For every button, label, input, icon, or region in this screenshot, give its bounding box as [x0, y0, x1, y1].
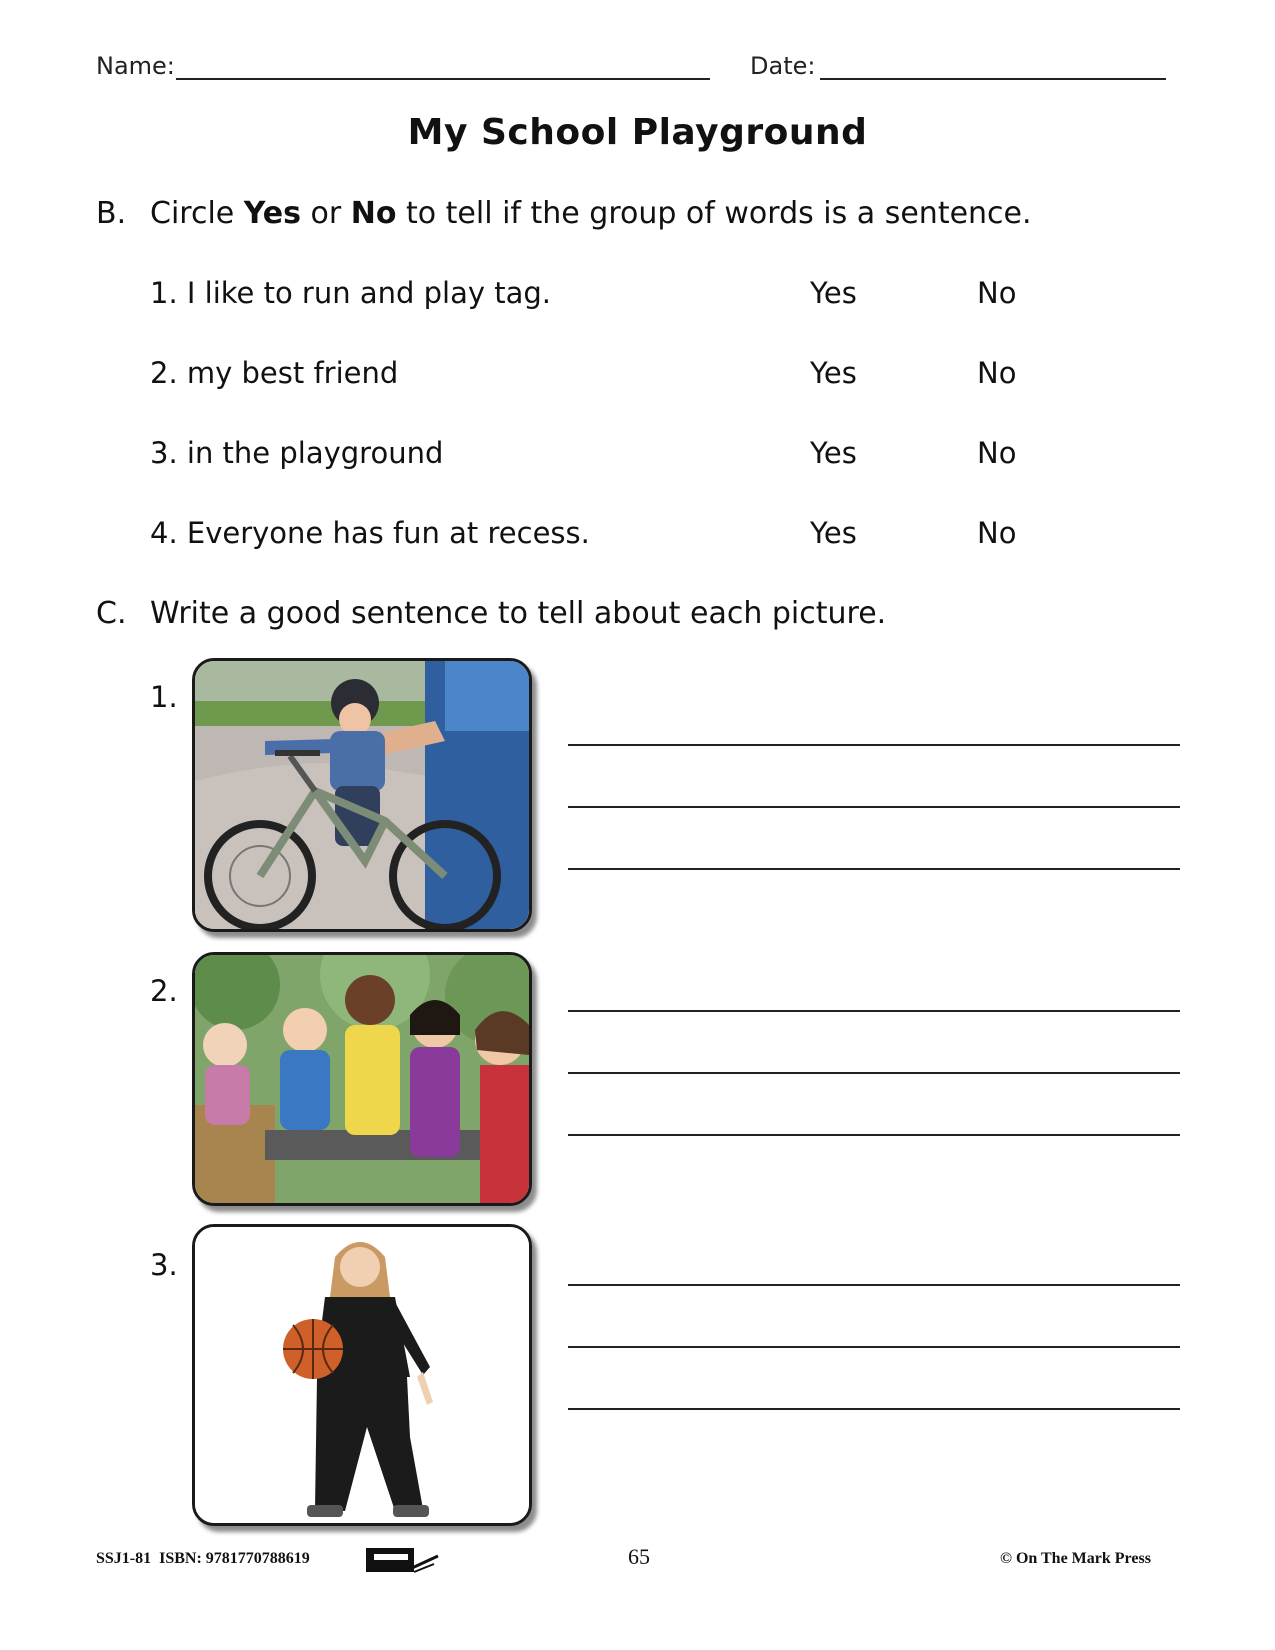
picture-1-writing-line-3[interactable]: [568, 868, 1180, 870]
picture-3-writing-line-2[interactable]: [568, 1346, 1180, 1348]
boy-riding-bike-photo: [192, 658, 532, 932]
instruction-no: No: [350, 196, 397, 231]
children-at-playground-photo: [192, 952, 532, 1206]
publisher-logo-icon: [364, 1542, 440, 1574]
item-4-no-option[interactable]: No: [977, 516, 1017, 550]
item-4-yes-option[interactable]: Yes: [810, 516, 857, 550]
picture-1-writing-line-1[interactable]: [568, 744, 1180, 746]
section-c-instruction: Write a good sentence to tell about each picture.: [150, 596, 887, 631]
item-3-text: 3. in the playground: [150, 436, 444, 470]
footer-publisher: © On The Mark Press: [1000, 1550, 1151, 1567]
instruction-yes: Yes: [243, 196, 301, 231]
instruction-text: Circle: [150, 196, 244, 231]
girl-dribbling-basketball-photo: [192, 1224, 532, 1526]
item-1-text: 1. I like to run and play tag.: [150, 276, 551, 310]
date-field[interactable]: [820, 78, 1166, 80]
instruction-text: or: [300, 196, 351, 231]
instruction-text: to tell if the group of words is a sentence.: [396, 196, 1032, 231]
item-1-no-option[interactable]: No: [977, 276, 1017, 310]
section-c-letter: C.: [96, 596, 127, 631]
date-label: Date:: [750, 52, 816, 80]
section-b-letter: B.: [96, 196, 127, 231]
picture-3-writing-line-3[interactable]: [568, 1408, 1180, 1410]
item-2-yes-option[interactable]: Yes: [810, 356, 857, 390]
item-3-yes-option[interactable]: Yes: [810, 436, 857, 470]
picture-2-writing-line-3[interactable]: [568, 1134, 1180, 1136]
item-3-no-option[interactable]: No: [977, 436, 1017, 470]
picture-3-number: 3.: [150, 1248, 178, 1282]
item-2-no-option[interactable]: No: [977, 356, 1017, 390]
page-title: My School Playground: [407, 112, 868, 153]
picture-2-number: 2.: [150, 974, 178, 1008]
picture-2-writing-line-1[interactable]: [568, 1010, 1180, 1012]
item-2-text: 2. my best friend: [150, 356, 399, 390]
footer-code-isbn: SSJ1-81 ISBN: 9781770788619: [96, 1550, 310, 1567]
section-b-instruction: [150, 196, 1032, 231]
picture-3-writing-line-1[interactable]: [568, 1284, 1180, 1286]
picture-1-writing-line-2[interactable]: [568, 806, 1180, 808]
page-number: 65: [628, 1544, 650, 1569]
item-4-text: 4. Everyone has fun at recess.: [150, 516, 590, 550]
picture-2-writing-line-2[interactable]: [568, 1072, 1180, 1074]
item-1-yes-option[interactable]: Yes: [810, 276, 857, 310]
picture-1-number: 1.: [150, 680, 178, 714]
name-field[interactable]: [176, 78, 710, 80]
name-label: Name:: [96, 52, 175, 80]
